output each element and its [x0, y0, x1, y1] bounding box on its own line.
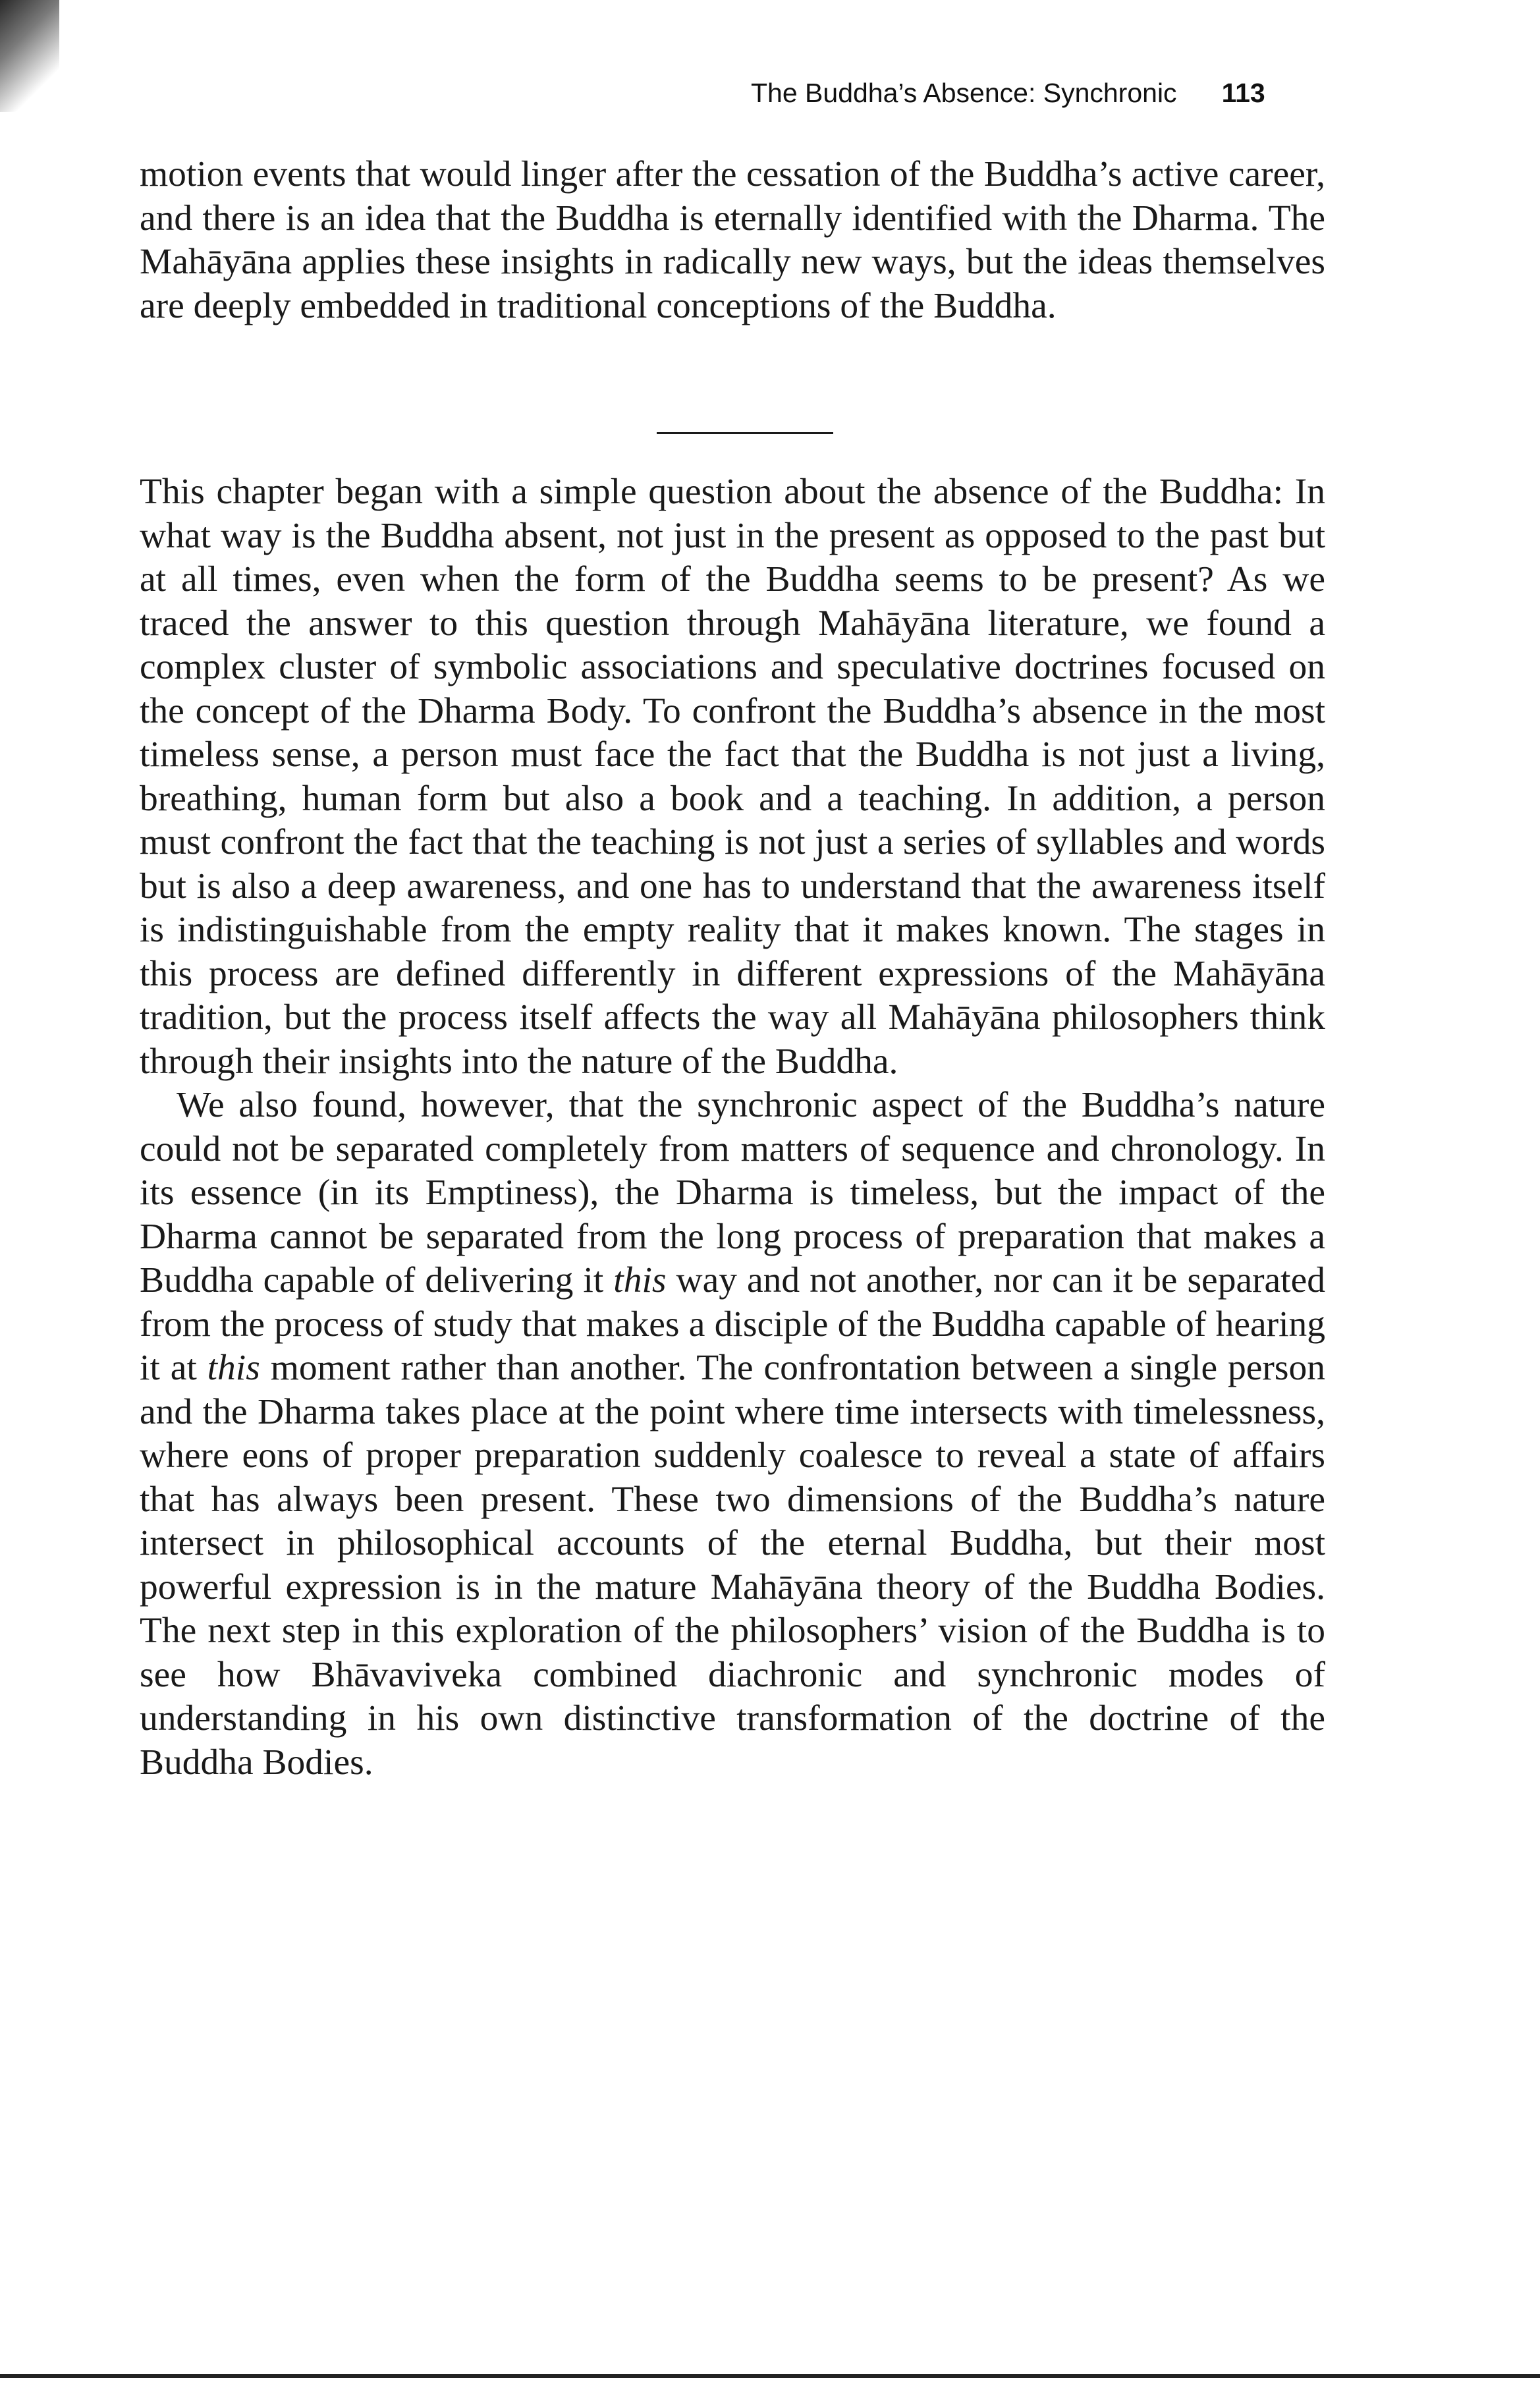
running-title: The Buddha’s Absence: Synchronic	[751, 78, 1177, 108]
paragraph-3	[140, 1084, 1325, 1785]
paragraph-3-part-2: way and not another, nor can it be separated from the process of study that makes a disciple of the Buddha capable of hearing it at	[140, 1260, 1325, 1388]
section-break-rule	[657, 432, 833, 434]
main-text	[140, 470, 1325, 1785]
running-header	[751, 78, 1331, 109]
emphasis-this-1: this	[613, 1260, 667, 1300]
paragraph-1: motion events that would linger after the cessation of the Buddha’s active career, and there is an idea that the Buddha is eternally identified with the Dharma. The Mahāyāna applies these insights in radically new ways, but the ideas themselves are deeply embedded in traditional conceptions of the Buddha.	[140, 154, 1325, 326]
paragraph-3-part-3: moment rather than another. The confrontation between a single person and the Dharma takes place at the point where time intersects with timelessness, where eons of proper preparation suddenly coalesce to reveal a state of affairs that has always been present. These two dimensions of the Buddha’s nature intersect in philosophical accounts of the eternal Buddha, but their most powerful expression is in the mature Mahāyāna theory of the Buddha Bodies. The next step in this exploration of the philosophers’ vision of the Buddha is to see how Bhāvaviveka combined diachronic and synchronic modes of understanding in his own distinctive transformation of the doctrine of the Buddha Bodies.	[140, 1348, 1325, 1783]
paragraph-3-part-1: We also found, however, that the synchronic aspect of the Buddha’s nature could not be separated completely from matters of sequence and chronology. In its essence (in its Emptiness), the Dharma is timeless, but the impact of the Dharma cannot be separated from the long process of preparation that makes a Buddha capable of delivering it	[140, 1085, 1325, 1300]
page-number: 113	[1221, 78, 1265, 108]
emphasis-this-2: this	[207, 1348, 260, 1388]
scan-shadow	[0, 0, 59, 112]
continued-paragraph	[140, 153, 1325, 328]
scan-bottom-edge	[0, 2374, 1540, 2378]
paragraph-2: This chapter began with a simple question about the absence of the Buddha: In what way is the Buddha absent, not just in the present as opposed to the past but at all times, even when the form of the Buddha seems to be present? As we traced the answer to this question through Mahāyāna literature, we found a complex cluster of symbolic associations and speculative doctrines focused on the concept of the Dharma Body. To confront the Buddha’s absence in the most timeless sense, a person must face the fact that the Buddha is not just a living, breathing, human form but also a book and a teaching. In addition, a person must confront the fact that the teaching is not just a series of syllables and words but is also a deep awareness, and one has to understand that the awareness itself is indistinguishable from the empty reality that it makes known. The stages in this process are defined differently in different expressions of the Mahāyāna tradition, but the process itself affects the way all Mahāyāna philosophers think through their insights into the nature of the Buddha.	[140, 472, 1325, 1082]
